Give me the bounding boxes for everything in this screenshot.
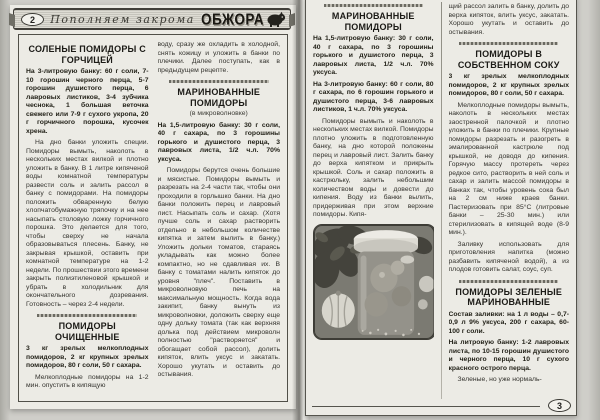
jar-photo [313,224,434,340]
recipe-ingredients: На 1,5-литровую банку: 30 г соли, 40 г сахара, по 3 горошины горького и душистого перца, 3 лавровых листа, 1/2 ч.л. 70% уксуса. [157,121,280,163]
recipe-body: Заливку использовать для приготовления напитка (можно разбавить кипяченой водой), а из плодов готовить салат, соус, суп. [448,240,569,273]
recipe-title-tomatoes-own-juice: ПОМИДОРЫ В СОБСТВЕННОМ СОКУ [457,49,560,70]
recipe-ingredients: 3 кг зрелых мелкоплодных помидоров, 2 кг крупных зрелых помидоров, 80 г соли, 50 г сахара. [26,345,149,369]
right-page-content [313,2,569,399]
recipe-body: Помидоры вымыть и наколоть в нескольких местах вилкой. Помидоры плотно уложить в подготовленную банку, на дно которой положены перец и лавровый лист. Залить банку до верха кипятком и прикрыть крышкой. Соль и сахар положить в кастрюльку, залить небольшим количеством воды и довести до кипения. Воду из банки вылить, придерживая при этом верхние помидоры. Кипя- [313,117,434,218]
recipe-body: Помидоры берутся очень большие и мясистые. Помидоры вымыть и разрезать на 2-4 части так, чтобы они проходили в горлышко банки. На дно банки положить перец и лавровый лист. Насыпать соль и сахар. (Хотя лучше соль и сахар растворить отдельно в небольшом количестве кипятка и затем вылить в банку.) Уложить дольки томатов, стараясь укладывать как можно более компактно, но не сдавливая их. В банку с томатами налить кипяток до уровня "плеч". Поставить в микроволновую печь на максимальную мощность. Когда вода закипит, банку вынуть из микроволновки, доложить сверху еще одну дольку томата (так как верхняя долька под действием микроволн полностью "растворяется" и обогащает собой рассол), долить кипяток, влить уксус и закатать. Хорошо укутать и оставить до остывания. [157,167,280,378]
magazine-logo [201,11,286,27]
section-divider [459,42,558,45]
recipe-ingredients: На литровую банку: 1-2 лавровых листа, по 10-15 горошин душистого и черного перца, 10 г сухого красного острого перца. [448,339,569,372]
scan-edge-left [0,0,10,420]
left-page [10,5,296,409]
recipe-ingredients: На 3-литровую банку: 60 г соли, 80 г сахара, по 6 горошин горького и душистого перца, 3-6 лавровых листиков, 1 ч.л. 70% уксуса. [313,80,434,113]
page-number-right-value: 3 [556,401,562,411]
recipe-ingredients: На 1,5-литровую банку: 30 г соли, 40 г сахара, по 3 горошины горького и душистого перца, 3 лавровых листа, 1/2 ч.л. 70% уксуса. [313,35,434,76]
mascot-icon [266,11,286,27]
recipe-body: Мелкоплодные помидоры на 1-2 мин. опустить в кипящую [26,373,149,389]
magazine-logo-text: ОБЖОРА [201,10,264,28]
recipe-body: Мелкоплодные помидоры вымыть, наколоть в нескольких местах заостренной палочкой и плотно уложить в банки по плечики. Крупные помидоры разрезать и разогреть в эмалированной кастрюле под крышкой, не доводя до кипения. Горячую массу протереть через редкое сито, растворить в ней соль и сахар и залить массой помидоры в банках так, чтобы уровень сока был на 2 см ниже краев банки. Пастеризовать при 85°С (литровые банки – 25-30 мин.) или стерилизовать в кипящей воде (8-9 мин.). [448,101,569,236]
section-divider [37,314,137,317]
right-page [305,0,577,416]
left-page-column-2 [158,40,281,396]
recipe-title-peeled-tomatoes: ПОМИДОРЫ ОЧИЩЕННЫЕ [54,321,120,342]
section-divider [169,80,269,83]
recipe-body-continuation: щий рассол залить в банку, долить до верха кипяток, влить уксус, закатать. Хорошо укутать и оставить до остывания. [448,3,569,36]
left-page-content [18,34,288,402]
page-number-left [21,13,44,26]
recipe-ingredients: Состав заливки: на 1 л воды – 0,7-0,9 л 9% уксуса, 200 г сахара, 60-100 г соли. [448,310,569,335]
recipe-body: На дно банки уложить специи. Помидоры вымыть, наколоть в нескольких местах вилкой и плотно уложить в банку. В 1 литре кипяченой воды комнатной температуры развести соль и залить рассол в банку с помидорами. На помидоры положить обваренную белую хлопчатобумажную тряпочку и на нее насыпать столовую ложку горчичного порошка. Это делается для того, чтобы сверху не начала образовываться плесень. Банку, не закрывая крышкой, оставить при комнатной температуре на 1-2 недели. По прошествии этого времени закрыть полиэтиленовой крышкой и убрать в холодильник для окончательного дозревания. Готовность – через 2-4 недели. [26,139,149,308]
recipe-title-green-marinated-tomatoes: ПОМИДОРЫ ЗЕЛЕНЫЕ МАРИНОВАННЫЕ [455,286,563,307]
recipe-title-marinated-tomatoes-microwave: МАРИНОВАННЫЕ ПОМИДОРЫ [177,87,261,108]
recipe-ingredients: На 3-литровую банку: 60 г соли, 7-10 горошин черного перца, 5-7 горошин душистого перца, 6 лавровых листиков, 3-4 зубчика чеснока, 1 большая веточка свежего или 7-9 г сухого укропа, 20 г горчичного порошка, кусочек хрена. [26,68,149,135]
page-number-left-value: 2 [29,14,35,25]
recipe-body-continuation: воду, сразу же охладить в холодной, снять кожицу и уложить в банки по плечики. Далее поступать, как в предыдущем рецепте. [157,41,280,74]
page-number-right [548,399,571,412]
right-page-column-2 [449,2,570,399]
recipe-body: Зеленые, но уже нормаль- [457,376,542,383]
footer-rule [312,406,540,407]
recipe-subtitle: (в микроволновке) [189,110,248,117]
left-page-column-1 [26,40,149,396]
recipe-title-marinated-tomatoes: МАРИНОВАННЫЕ ПОМИДОРЫ [331,11,415,32]
column-rule [441,2,442,399]
right-page-column-1 [313,2,434,399]
header-banner [13,8,291,30]
rubric-title: Пополняем закрома [50,12,195,26]
section-divider [459,280,558,283]
section-divider [324,4,423,7]
recipe-ingredients: 3 кг зрелых мелкоплодных помидоров, 2 кг крупных зрелых помидоров, 80 г соли, 50 г сахара. [448,73,569,97]
scan-edge-right [588,0,600,420]
recipe-title-salted-tomatoes-mustard: СОЛЕНЫЕ ПОМИДОРЫ С ГОРЧИЦЕЙ [28,44,146,65]
